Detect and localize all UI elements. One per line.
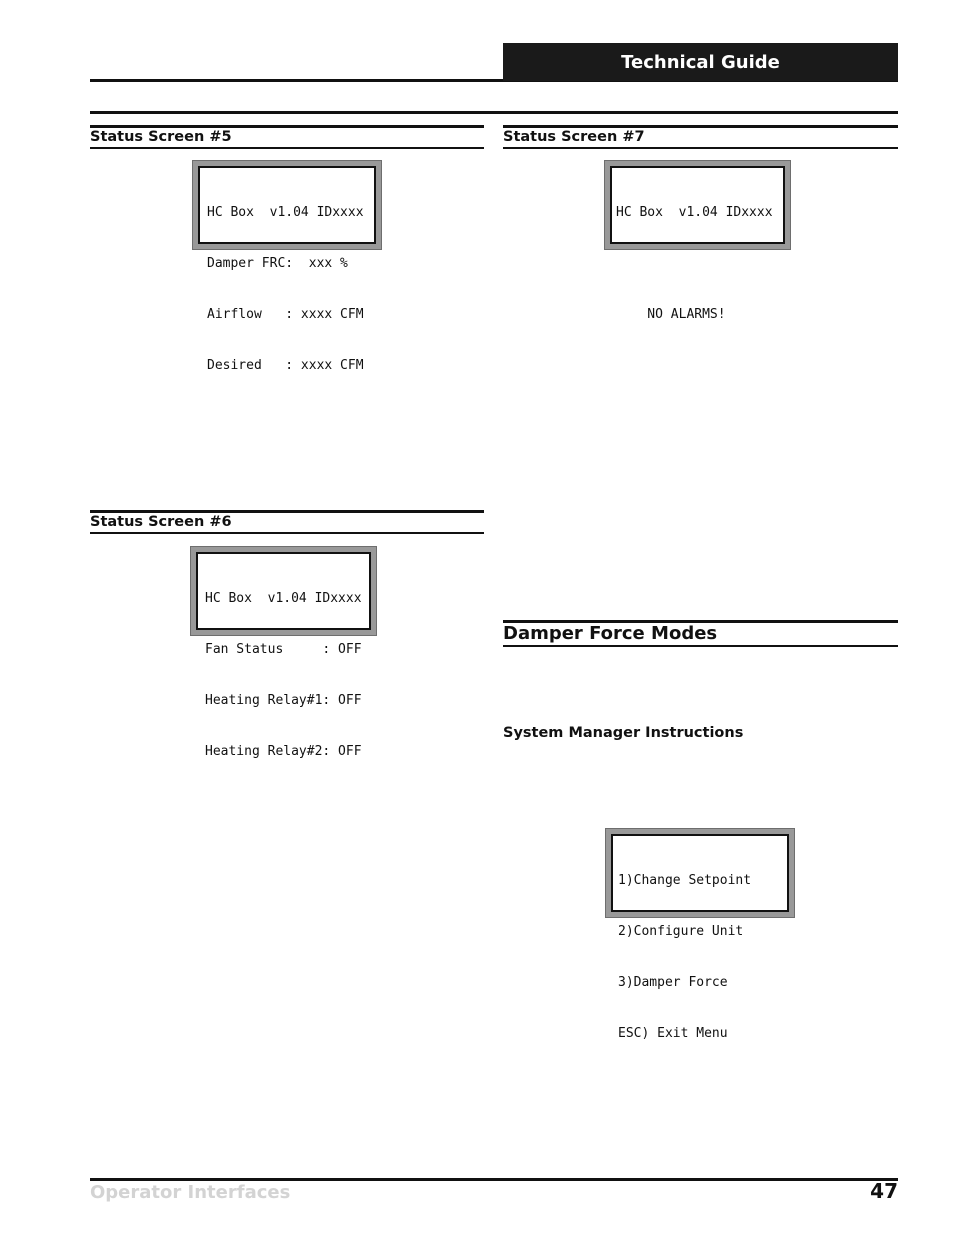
lcd-line: HC Box v1.04 IDxxxx — [205, 591, 362, 606]
status6-title: Status Screen #6 — [90, 514, 232, 530]
header-title: Technical Guide — [621, 51, 780, 73]
status5-lcd-frame — [192, 160, 382, 373]
lcd-line: HC Box v1.04 IDxxxx — [207, 205, 364, 220]
lcd-line: 1)Change Setpoint — [618, 873, 752, 888]
status7-lcd-frame — [604, 160, 791, 322]
lcd-line: NO ALARMS! — [616, 307, 726, 322]
lcd-line: Heating Relay#2: OFF — [205, 744, 362, 759]
status5-top-rule — [90, 125, 484, 128]
status5-lcd-screen — [198, 166, 376, 373]
footer-section-name: Operator Interfaces — [90, 1182, 291, 1203]
lcd-line — [616, 255, 783, 272]
status5-title: Status Screen #5 — [90, 129, 232, 145]
header-band — [503, 43, 898, 81]
lcd-line: Airflow : xxxx CFM — [207, 307, 364, 322]
status5-bottom-rule — [90, 147, 484, 149]
status7-top-rule — [503, 125, 898, 128]
damper-title: Damper Force Modes — [503, 623, 718, 644]
status6-bottom-rule — [90, 532, 484, 534]
lcd-line: Fan Status : OFF — [205, 642, 362, 657]
status6-lcd-frame — [190, 546, 377, 759]
damper-subtitle: System Manager Instructions — [503, 725, 744, 741]
lcd-line: 3)Damper Force — [618, 975, 728, 990]
lcd-line: Damper FRC: xxx % — [207, 256, 348, 271]
top-rule — [90, 111, 898, 114]
damper-bottom-rule — [503, 645, 898, 647]
status7-bottom-rule — [503, 147, 898, 149]
damper-lcd-frame — [605, 828, 795, 1041]
lcd-line: ESC) Exit Menu — [618, 1026, 728, 1041]
lcd-line: 2)Configure Unit — [618, 924, 744, 939]
damper-lcd-screen — [611, 834, 789, 1041]
status7-lcd-screen — [610, 166, 785, 322]
page-number: 47 — [870, 1179, 898, 1203]
status7-title: Status Screen #7 — [503, 129, 645, 145]
status6-lcd-screen — [196, 552, 371, 759]
lcd-line: Heating Relay#1: OFF — [205, 693, 362, 708]
lcd-line — [616, 357, 783, 374]
status6-top-rule — [90, 510, 484, 513]
lcd-line: Desired : xxxx CFM — [207, 358, 364, 373]
lcd-line: HC Box v1.04 IDxxxx — [616, 205, 773, 220]
footer-rule — [90, 1178, 898, 1181]
